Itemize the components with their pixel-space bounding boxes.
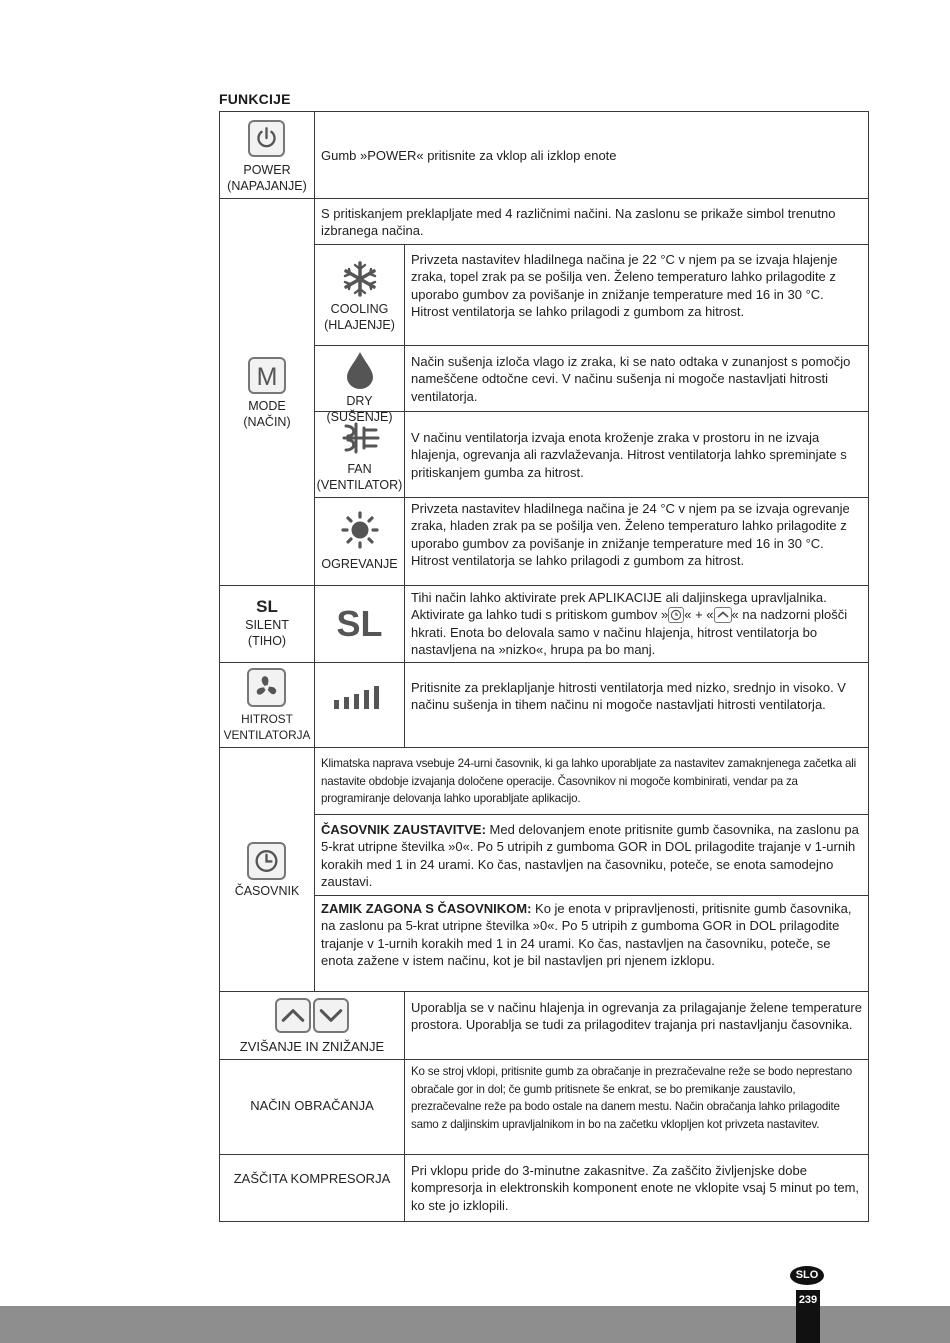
updown-label: ZVIŠANJE IN ZNIŽANJE xyxy=(239,1039,385,1054)
language-badge: SLO xyxy=(790,1266,824,1285)
chevron-up-icon xyxy=(275,998,311,1033)
fanspeed-description: Pritisnite za preklapljanje hitrosti ventilatorja med nizko, srednjo in visoko. V načinu sušenja in tihem načinu ni mogoče nastavljati hitrosti ventilatorja. xyxy=(411,680,846,713)
page-number: 239 xyxy=(798,1294,818,1306)
fan-description: V načinu ventilatorja izvaja enota kroženje zraka v prostoru in ne izvaja hlajenja, ogrevanja ali razvlaževanja. Hitrost ventilatorja lahko spreminjate s pritiskanjem gumba za hitrost. xyxy=(411,430,847,480)
dry-description: Način sušenja izloča vlago iz zraka, ki se nato odtaka v zunanjost s pomočjo nameščene odtočne cevi. V načinu sušenja ni mogoče nastavljati hitrosti ventilatorja. xyxy=(411,354,851,404)
page-title: FUNKCIJE xyxy=(219,91,291,107)
timer-intro: Klimatska naprava vsebuje 24-urni časovnik, ki ga lahko uporabljate za nastavitev zamaknjenega začetka ali nastavite obdobje izvajanja določene operacije. Časovnikov ni mogoče kombinirati, vendar pa za programiranje delovanja lahko uporabljate aplikacijo. xyxy=(321,757,856,806)
chevron-down-icon xyxy=(313,998,349,1033)
updown-description: Uporablja se v načinu hlajenja in ogrevanja za prilagajanje želene temperature prostora. Uporablja se tudi za prilagoditev trajanja pri nastavljanju časovnika. xyxy=(411,1000,862,1033)
compressor-description: Pri vklopu pride do 3-minutne zakasnitve. Za zaščito življenjske dobe kompresorja in elektronskih komponent enote ne vklopite vsaj 5 minut po tem, ko ste jo izklopili. xyxy=(411,1163,860,1213)
mode-label: MODE (NAČIN) xyxy=(243,399,291,429)
compressor-label: ZAŠČITA KOMPRESORJA xyxy=(233,1171,391,1186)
swing-description: Ko se stroj vklopi, pritisnite gumb za obračanje in prezračevalne reže se bodo neprestano obračale gor in dol; če gumb pritisnete še enkrat, se bo premikanje zaustavilo, prezračevalne reže pa bodo ostale na danem mestu. Način obračanja lahko prilagodite samo z daljinskim upravljalnikom in bo na začetku vklopljen kot privzeta nastavitev. xyxy=(411,1065,853,1131)
dry-label: DRY (SUŠENJE) xyxy=(326,394,393,424)
svg-text:M: M xyxy=(256,362,278,391)
timer-start-description: ZAMIK ZAGONA S ČASOVNIKOM: Ko je enota v pripravljenosti, pritisnite gumb časovnika, na zaslonu pa 5-krat utripne številka »0«. Po 5 utripih z gumboma GOR in DOL prilagodite trajanje v 1-urnih korakih med 1 in 24 urami. Ko čas, nastavljen na časovniku, poteče, se enota zažene v istem načinu, kot je bil nastavljen pri njenem izklopu. xyxy=(321,901,852,969)
clock-icon xyxy=(247,842,286,880)
swing-label: NAČIN OBRAČANJA xyxy=(250,1098,374,1113)
silent-symbol: SL xyxy=(336,603,383,644)
m-letter-icon xyxy=(248,357,286,394)
water-drop-icon xyxy=(345,350,375,390)
timer-stop-description: ČASOVNIK ZAUSTAVITVE: Med delovanjem enote pritisnite gumb časovnika, na zaslonu pa 5-krat utripne številka »0«. Po 5 utripih z gumboma GOR in DOL prilagodite trajanje v 1-urnih korakih med 1 in 24 urami. Ko čas, nastavljen na časovniku, poteče, se enota samodejno zaustavi. xyxy=(321,822,859,890)
silent-label: SL SILENT (TIHO) xyxy=(245,597,289,648)
power-icon xyxy=(248,120,285,157)
power-description: Gumb »POWER« pritisnite za vklop ali izklop enote xyxy=(321,148,617,163)
sun-icon xyxy=(341,511,379,549)
fan-label: FAN (VENTILATOR) xyxy=(316,462,403,492)
silent-description: Tihi način lahko aktivirate prek APLIKACIJE ali daljinskega upravljalnika. Aktivirate ga lahko tudi s pritiskom gumbov » « + « « na nadzorni plošči hkrati. Enota bo delovala samo v načinu hlajenja, hitrost ventilatorja bo nastavljena na »nizko«, hrupa pa bo manj. xyxy=(411,590,848,658)
cooling-description: Privzeta nastavitev hladilnega načina je 22 °C v njem pa se izvaja hlajenje zraka, topel zrak pa se pošilja ven. Želeno temperaturo lahko prilagodite z uporabo gumbov za povišanje in znižanje temperature med 16 in 30 °C. Hitrost ventilatorja se lahko prilagodi z gumbom za hitrost. xyxy=(411,252,838,320)
signal-bars-icon xyxy=(334,685,384,709)
timer-label: ČASOVNIK xyxy=(234,884,300,898)
power-label: POWER (NAPAJANJE) xyxy=(227,163,307,193)
mode-intro: S pritiskanjem preklapljate med 4 različnimi načini. Na zaslonu se prikaže simbol trenutno izbranega načina. xyxy=(321,206,836,239)
fan-blades-icon xyxy=(247,668,286,707)
cooling-label: COOLING (HLAJENJE) xyxy=(324,302,395,332)
clock-icon-inline xyxy=(668,607,684,623)
heating-label: OGREVANJE xyxy=(321,557,398,571)
snowflake-icon xyxy=(340,259,380,299)
chevron-up-icon-inline xyxy=(714,607,732,623)
fanspeed-label: HITROST VENTILATORJA xyxy=(223,712,311,742)
fan-airflow-icon xyxy=(340,418,380,458)
heating-description: Privzeta nastavitev hladilnega načina je 24 °C v njem pa se izvaja ogrevanje zraka, hladen zrak pa se pošilja ven. Želeno temperaturo lahko prilagodite z uporabo gumbov za povišanje in znižanje temperature med 16 in 30 °C. Hitrost ventilatorja se lahko prilagodi z gumbom za hitrost. xyxy=(411,501,850,569)
